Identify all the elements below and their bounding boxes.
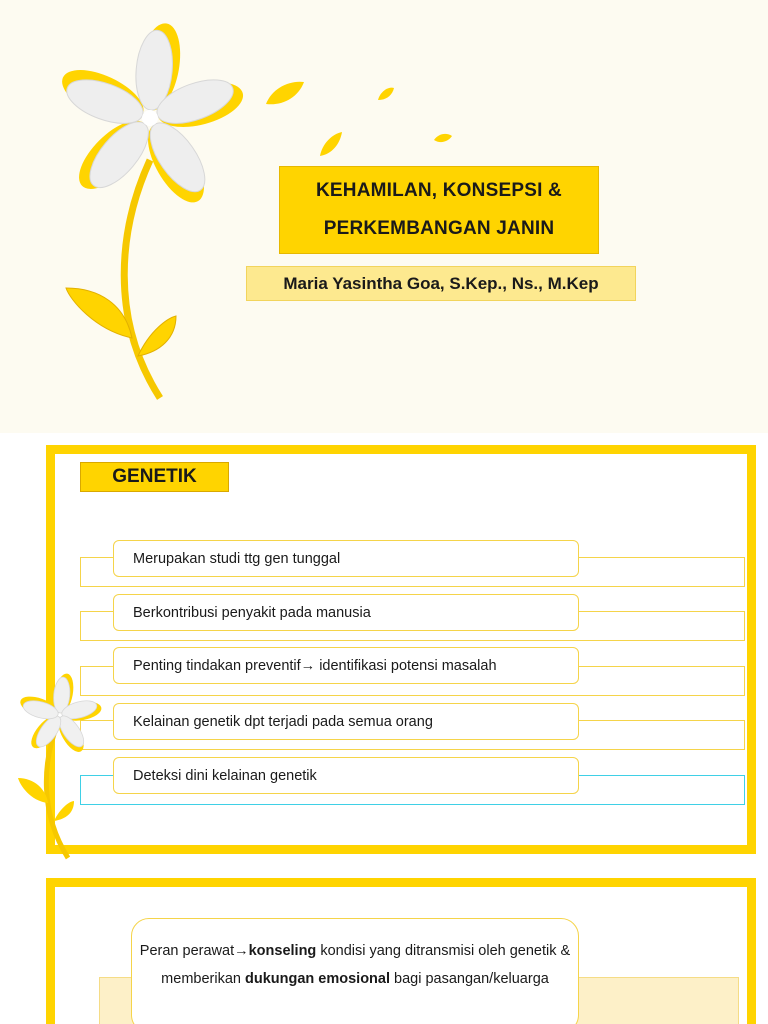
- petal-3: [320, 132, 342, 156]
- note-text: bagi pasangan/keluarga: [390, 971, 549, 987]
- author-box: [246, 266, 636, 301]
- title-slide: [0, 0, 768, 433]
- list-item: Penting tindakan preventif→ identifikasi potensi masalah: [113, 647, 579, 684]
- note-box: [131, 918, 579, 1024]
- list-item: Berkontribusi penyakit pada manusia: [113, 594, 579, 631]
- list-item: Deteksi dini kelainan genetik: [113, 757, 579, 794]
- flower-head: [55, 20, 248, 211]
- leaf-right: [138, 316, 176, 356]
- note-text: Peran perawat→: [139, 943, 249, 959]
- title-line-1: KEHAMILAN, KONSEPSI &: [316, 180, 562, 201]
- petal-2: [378, 88, 394, 100]
- author-name: Maria Yasintha Goa, S.Kep., Ns., M.Kep: [283, 273, 599, 293]
- petal-4: [434, 134, 452, 142]
- genetik-slide: [0, 433, 768, 867]
- list-item: Merupakan studi ttg gen tunggal: [113, 540, 579, 577]
- note-bold-dukungan: dukungan emosional: [244, 971, 390, 987]
- list-item: Kelainan genetik dpt terjadi pada semua orang: [113, 703, 579, 740]
- note-text: kondisi yang ditransmisi oleh genetik & memberikan: [161, 943, 571, 987]
- title-box: [279, 166, 599, 254]
- peran-perawat-slide: [0, 867, 768, 1024]
- petal-1: [266, 82, 304, 105]
- heading-box: [80, 462, 229, 492]
- small-flower-decoration: [0, 663, 110, 863]
- note-bold-konseling: konseling: [248, 943, 317, 959]
- title-line-2: PERKEMBANGAN JANIN: [323, 218, 555, 239]
- slide-heading: GENETIK: [112, 466, 197, 487]
